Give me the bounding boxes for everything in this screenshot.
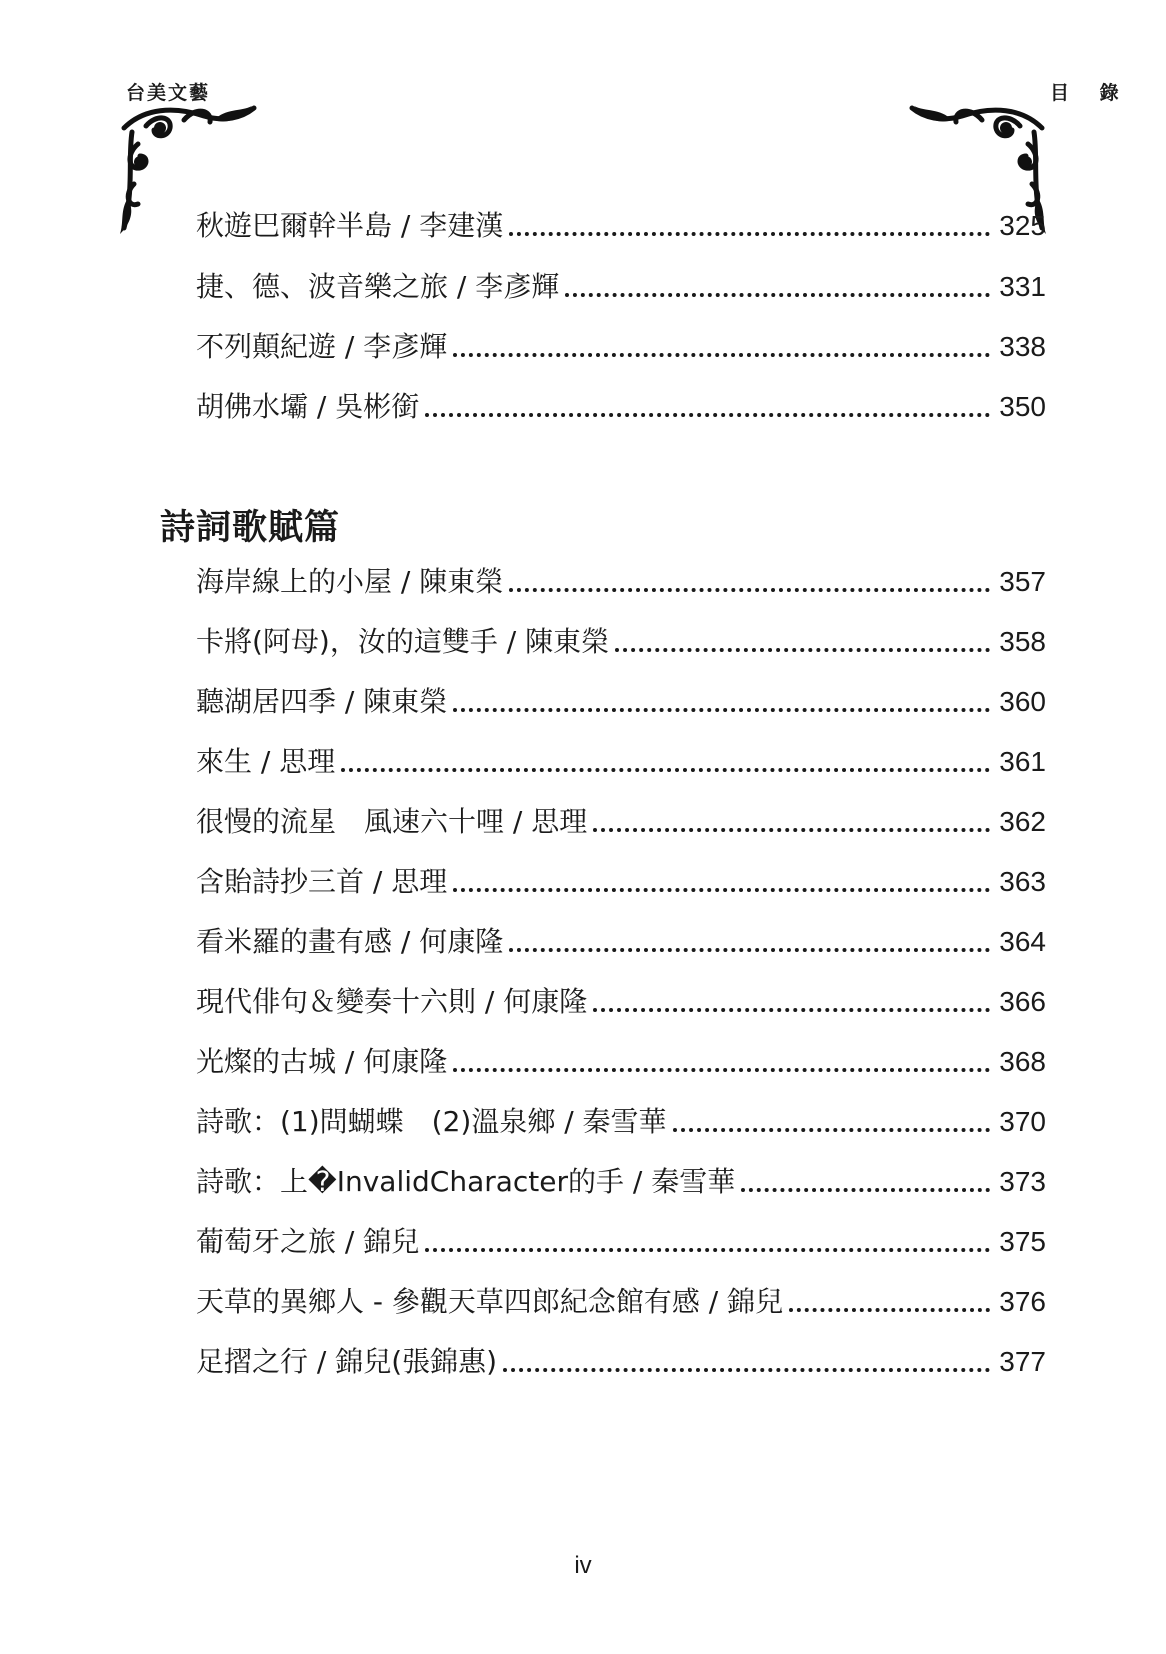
leader-dots <box>593 828 990 832</box>
toc-entry[interactable] <box>196 862 1046 902</box>
entry-page: 357 <box>999 566 1046 597</box>
entry-page: 375 <box>999 1226 1046 1257</box>
entry-page: 350 <box>999 391 1046 422</box>
entry-title: 不列顛紀遊 / 李彥輝 <box>196 330 448 363</box>
toc-entry[interactable] <box>196 922 1046 962</box>
toc-entry[interactable] <box>196 742 1046 782</box>
leader-dots <box>453 353 990 357</box>
entry-title: 來生 / 思理 <box>196 745 336 778</box>
toc-entry[interactable] <box>196 1342 1046 1382</box>
toc-entry[interactable] <box>196 1102 1046 1142</box>
entry-title: 光燦的古城 / 何康隆 <box>196 1045 448 1078</box>
leader-dots <box>509 948 990 952</box>
leader-dots <box>789 1308 990 1312</box>
toc-entry[interactable] <box>196 622 1046 662</box>
leader-dots <box>341 768 990 772</box>
entry-title: 秋遊巴爾幹半島 / 李建漢 <box>196 209 504 242</box>
entry-page: 361 <box>999 746 1046 777</box>
leader-dots <box>425 1248 990 1252</box>
toc-entry[interactable] <box>196 1222 1046 1262</box>
entry-page: 360 <box>999 686 1046 717</box>
entry-page: 325 <box>999 210 1046 241</box>
folio-page-number: iv <box>574 1552 592 1579</box>
entry-page: 338 <box>999 331 1046 362</box>
leader-dots <box>741 1188 990 1192</box>
toc-entry[interactable] <box>196 1282 1046 1322</box>
entry-title: 捷、德、波音樂之旅 / 李彥輝 <box>196 270 560 303</box>
leader-dots <box>509 232 990 236</box>
section-label: 目 錄 <box>1050 82 1131 104</box>
entry-title: 看米羅的畫有感 / 何康隆 <box>196 925 504 958</box>
toc-entry[interactable] <box>196 327 1046 367</box>
leader-dots <box>453 708 990 712</box>
book-title: 台美文藝 <box>126 82 211 104</box>
leader-dots <box>509 588 990 592</box>
section-heading: 詩詞歌賦篇 <box>160 508 341 548</box>
entry-page: 373 <box>999 1166 1046 1197</box>
entry-title: 含貽詩抄三首 / 思理 <box>196 865 448 898</box>
entry-title: 卡將(阿母)，汝的這雙手 / 陳東榮 <box>196 625 610 658</box>
entry-page: 366 <box>999 986 1046 1017</box>
entry-title: 現代俳句＆變奏十六則 / 何康隆 <box>196 985 588 1018</box>
leader-dots <box>503 1368 990 1372</box>
entry-page: 364 <box>999 926 1046 957</box>
toc-entry[interactable] <box>196 267 1046 307</box>
entry-page: 363 <box>999 866 1046 897</box>
entry-title: 足摺之行 / 錦兒(張錦惠) <box>196 1345 498 1378</box>
entry-page: 370 <box>999 1106 1046 1137</box>
entry-page: 362 <box>999 806 1046 837</box>
toc-entry[interactable] <box>196 206 1046 246</box>
toc-entry[interactable] <box>196 1162 1046 1202</box>
leader-dots <box>593 1008 990 1012</box>
toc-entry[interactable] <box>196 1042 1046 1082</box>
entry-title: 葡萄牙之旅 / 錦兒 <box>196 1225 420 1258</box>
entry-title: 詩歌：上�InvalidCharacter的手 / 秦雪華 <box>196 1165 736 1198</box>
entry-title: 詩歌：(1)問蝴蝶 (2)溫泉鄉 / 秦雪華 <box>196 1105 667 1138</box>
toc-entry[interactable] <box>196 802 1046 842</box>
leader-dots <box>425 413 990 417</box>
leader-dots <box>565 293 990 297</box>
toc-entry[interactable] <box>196 562 1046 602</box>
toc-entry[interactable] <box>196 682 1046 722</box>
leader-dots <box>453 1068 990 1072</box>
toc-entry[interactable] <box>196 387 1046 427</box>
leader-dots <box>615 648 990 652</box>
entry-title: 海岸線上的小屋 / 陳東榮 <box>196 565 504 598</box>
entry-page: 358 <box>999 626 1046 657</box>
toc-entry[interactable] <box>196 982 1046 1022</box>
entry-page: 376 <box>999 1286 1046 1317</box>
entry-page: 377 <box>999 1346 1046 1377</box>
entry-page: 331 <box>999 271 1046 302</box>
entry-title: 聽湖居四季 / 陳東榮 <box>196 685 448 718</box>
entry-page: 368 <box>999 1046 1046 1077</box>
entry-title: 胡佛水壩 / 吳彬銜 <box>196 390 420 423</box>
leader-dots <box>453 888 990 892</box>
entry-title: 天草的異鄉人 - 參觀天草四郎紀念館有感 / 錦兒 <box>196 1285 784 1318</box>
leader-dots <box>673 1128 990 1132</box>
entry-title: 很慢的流星 風速六十哩 / 思理 <box>196 805 588 838</box>
